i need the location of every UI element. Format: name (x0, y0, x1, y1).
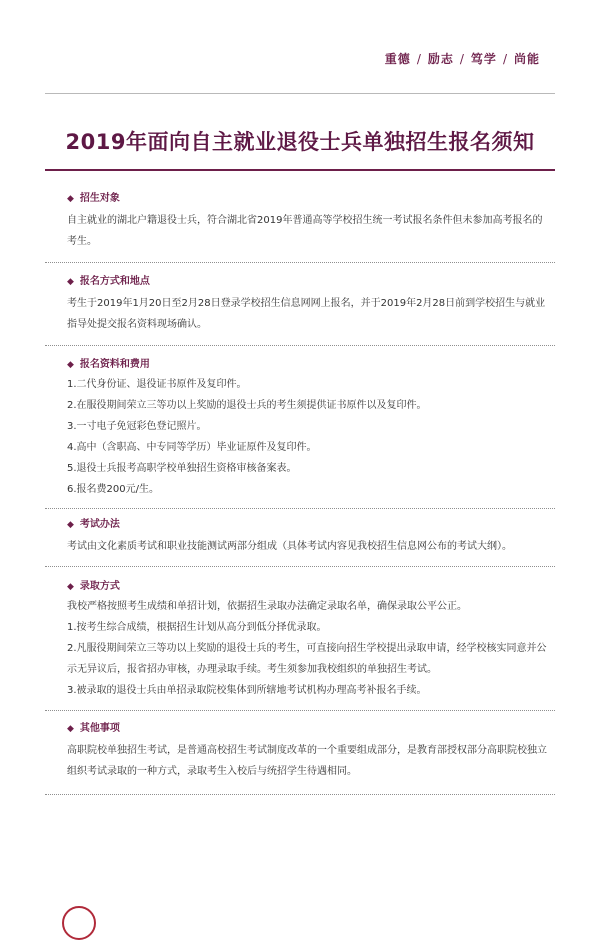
section-heading: ◆ 招生对象 (67, 193, 120, 204)
list-item: 3.一寸电子免冠彩色登记照片。 (67, 421, 207, 432)
dotted-divider (45, 508, 555, 509)
page-title: 2019年面向自主就业退役士兵单独招生报名须知 (65, 130, 535, 154)
list-item: 3.被录取的退役士兵由单招录取院校集体到所辖地考试机构办理高考补报名手续。 (67, 685, 427, 696)
list-item: 6.报名费200元/生。 (67, 484, 159, 495)
section-heading: ◆ 报名方式和地点 (67, 276, 150, 287)
motto-word: 笃学 (470, 52, 497, 66)
dotted-divider (45, 794, 555, 795)
motto-separator: / (502, 52, 508, 66)
dotted-divider (45, 710, 555, 711)
paragraph-line: 考试由文化素质考试和职业技能测试两部分组成（具体考试内容见我校招生信息网公布的考试大纲）。 (67, 541, 512, 552)
list-item: 1.二代身份证、退役证书原件及复印件。 (67, 379, 247, 390)
section-heading: ◆ 其他事项 (67, 723, 120, 734)
list-item: 4.高中（含职高、中专同等学历）毕业证原件及复印件。 (67, 442, 317, 453)
motto-word: 励志 (427, 52, 454, 66)
motto-word: 重德 (384, 52, 411, 66)
paragraph-line: 我校严格按照考生成绩和单招计划，依据招生录取办法确定录取名单，确保录取公平公正。 (67, 601, 467, 612)
paragraph-line: 组织考试录取的一种方式，录取考生入校后与统招学生待遇相同。 (67, 766, 357, 777)
diamond-bullet-icon: ◆ (67, 724, 74, 734)
paragraph-line: 考生于2019年1月20日至2月28日登录学校招生信息网网上报名，并于2019年2月28日前到学校招生与就业 (67, 298, 546, 309)
title-underline (45, 169, 555, 171)
diamond-bullet-icon: ◆ (67, 194, 74, 204)
diamond-bullet-icon: ◆ (67, 520, 74, 530)
motto-separator: / (416, 52, 422, 66)
diamond-bullet-icon: ◆ (67, 360, 74, 370)
paragraph-line: 考生。 (67, 236, 97, 247)
list-item: 示无异议后，报省招办审核，办理录取手续。考生须参加我校组织的单独招生考试。 (67, 664, 437, 675)
paragraph-line: 高职院校单独招生考试，是普通高校招生考试制度改革的一个重要组成部分，是教育部授权部分高职院校独立 (67, 745, 547, 756)
school-seal-icon (62, 906, 96, 940)
section-heading: ◆ 考试办法 (67, 519, 120, 530)
list-item: 5.退役士兵报考高职学校单独招生资格审核备案表。 (67, 463, 297, 474)
paragraph-line: 自主就业的湖北户籍退役士兵，符合湖北省2019年普通高等学校招生统一考试报名条件但未参加高考报名的 (67, 215, 543, 226)
diamond-bullet-icon: ◆ (67, 582, 74, 592)
dotted-divider (45, 566, 555, 567)
paragraph-line: 指导处提交报名资料现场确认。 (67, 319, 207, 330)
dotted-divider (45, 345, 555, 346)
motto-word: 尚能 (513, 52, 540, 66)
list-item: 2.在服役期间荣立三等功以上奖励的退役士兵的考生须提供证书原件以及复印件。 (67, 400, 427, 411)
motto-separator: / (459, 52, 465, 66)
school-motto (385, 50, 540, 67)
section-heading: ◆ 报名资料和费用 (67, 359, 150, 370)
dotted-divider (45, 262, 555, 263)
header-divider (45, 93, 555, 94)
list-item: 1.按考生综合成绩，根据招生计划从高分到低分择优录取。 (67, 622, 327, 633)
diamond-bullet-icon: ◆ (67, 277, 74, 287)
section-heading: ◆ 录取方式 (67, 581, 120, 592)
list-item: 2.凡服役期间荣立三等功以上奖励的退役士兵的考生，可直接向招生学校提出录取申请，经学校核实同意并公 (67, 643, 547, 654)
